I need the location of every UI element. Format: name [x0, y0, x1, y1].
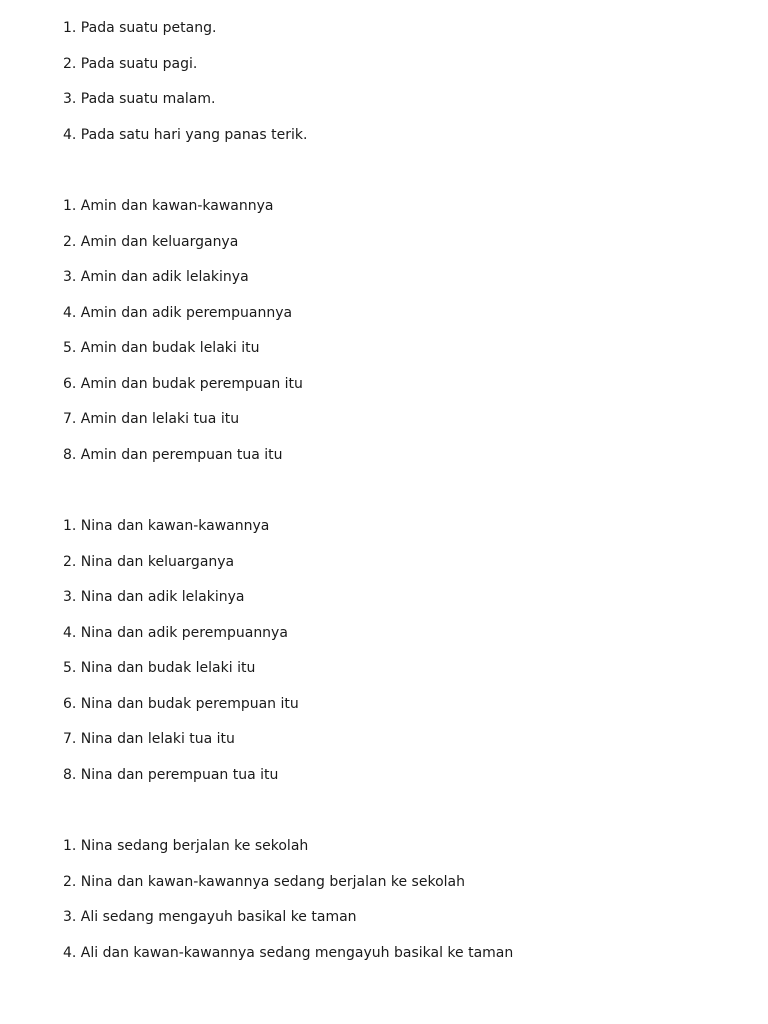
- list-item: 2. Pada suatu pagi.: [63, 55, 198, 72]
- list-item: 1. Nina dan kawan-kawannya: [63, 518, 270, 534]
- list-item: 7. Amin dan lelaki tua itu: [63, 411, 240, 427]
- list-item: 1. Amin dan kawan-kawannya: [63, 198, 274, 214]
- list-item: 6. Amin dan budak perempuan itu: [63, 375, 303, 392]
- amin-phrases-list: [63, 196, 303, 480]
- list-item: 1. Nina sedang berjalan ke sekolah: [63, 838, 309, 854]
- time-phrases-list: [63, 18, 307, 160]
- activity-phrases-list: [63, 836, 513, 978]
- list-item: 5. Nina dan budak lelaki itu: [63, 660, 256, 676]
- list-item: 4. Pada satu hari yang panas terik.: [63, 126, 308, 143]
- list-item: 3. Ali sedang mengayuh basikal ke taman: [63, 909, 357, 925]
- list-item: 3. Amin dan adik lelakinya: [63, 269, 249, 285]
- list-item: 6. Nina dan budak perempuan itu: [63, 695, 299, 712]
- list-item: 4. Ali dan kawan-kawannya sedang mengayuh basikal ke taman: [63, 944, 514, 961]
- list-item: 1. Pada suatu petang.: [63, 20, 217, 36]
- list-item: 2. Nina dan kawan-kawannya sedang berjalan ke sekolah: [63, 873, 465, 890]
- list-item: 8. Nina dan perempuan tua itu: [63, 766, 279, 783]
- list-item: 8. Amin dan perempuan tua itu: [63, 446, 283, 463]
- list-item: 2. Amin dan keluarganya: [63, 233, 239, 250]
- list-item: 4. Amin dan adik perempuannya: [63, 304, 293, 321]
- list-item: 2. Nina dan keluarganya: [63, 553, 235, 570]
- list-item: 3. Pada suatu malam.: [63, 91, 216, 107]
- list-item: 3. Nina dan adik lelakinya: [63, 589, 245, 605]
- list-item: 7. Nina dan lelaki tua itu: [63, 731, 235, 747]
- list-item: 4. Nina dan adik perempuannya: [63, 624, 288, 641]
- list-item: 5. Amin dan budak lelaki itu: [63, 340, 260, 356]
- nina-phrases-list: [63, 516, 299, 800]
